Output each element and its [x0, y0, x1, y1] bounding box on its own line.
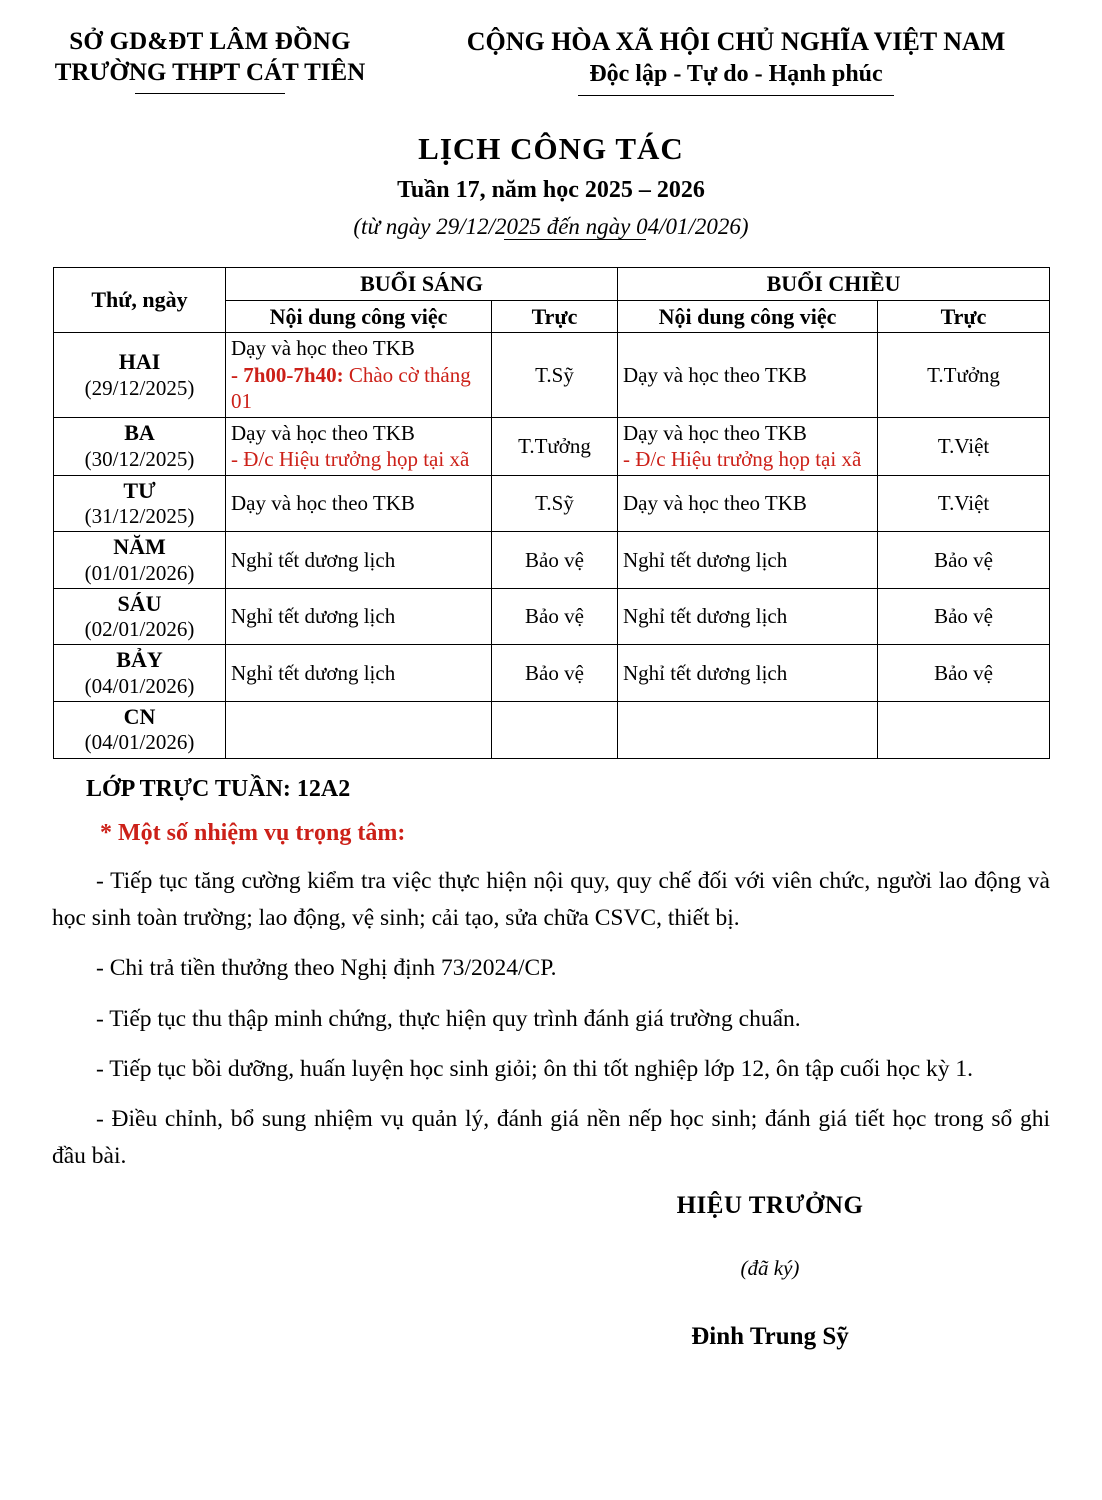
masthead-left: [0, 26, 410, 89]
table-row: [54, 645, 1050, 702]
day-date: (30/12/2025): [84, 446, 195, 471]
day-date: (31/12/2025): [84, 504, 195, 529]
content-line: Dạy và học theo TKB: [623, 362, 807, 387]
afternoon-content-cell: [618, 417, 878, 475]
content-line: Dạy và học theo TKB: [623, 420, 807, 445]
table-row: [54, 475, 1050, 532]
task-item: - Tiếp tục thu thập minh chứng, thực hiện quy trình đánh giá trường chuẩn.: [96, 1005, 801, 1032]
day-date: (02/01/2026): [84, 617, 195, 642]
header-morning-content: Nội dung công việc: [226, 300, 492, 333]
signature-name: Đinh Trung Sỹ: [691, 1323, 849, 1351]
morning-duty-cell: [492, 701, 618, 758]
afternoon-duty-cell: T.Việt: [878, 475, 1050, 532]
notes-section: [0, 773, 1102, 1352]
content-note: - Đ/c Hiệu trưởng họp tại xã: [231, 447, 470, 472]
afternoon-content-cell: Nghỉ tết dương lịch: [618, 532, 878, 589]
note-time: - 7h00-7h40:: [231, 362, 344, 387]
afternoon-duty-cell: Bảo vệ: [878, 532, 1050, 589]
day-cell: [54, 532, 226, 589]
table-head: [54, 267, 1050, 332]
day-cell: [54, 645, 226, 702]
afternoon-content-cell: [618, 333, 878, 417]
morning-content-cell: [226, 701, 492, 758]
table-body: [54, 333, 1050, 758]
signature-title: HIỆU TRƯỞNG: [676, 1192, 864, 1220]
morning-content-cell: Dạy và học theo TKB: [226, 475, 492, 532]
afternoon-duty-cell: T.Tưởng: [878, 333, 1050, 417]
content-note: - Đ/c Hiệu trưởng họp tại xã: [623, 447, 862, 472]
masthead-right: [410, 26, 1102, 90]
table-row: [54, 532, 1050, 589]
day-name: BA: [124, 420, 155, 446]
day-cell: [54, 701, 226, 758]
table-header-row-1: [54, 267, 1050, 300]
school-name: TRƯỜNG THPT CÁT TIÊN: [55, 57, 366, 88]
morning-content-cell: Nghỉ tết dương lịch: [226, 645, 492, 702]
national-motto: Độc lập - Tự do - Hạnh phúc: [589, 59, 882, 90]
day-cell: [54, 588, 226, 645]
afternoon-duty-cell: Bảo vệ: [878, 645, 1050, 702]
morning-content-cell: Nghỉ tết dương lịch: [226, 532, 492, 589]
afternoon-duty-cell: T.Việt: [878, 417, 1050, 475]
header-day: Thứ, ngày: [54, 267, 226, 332]
afternoon-content-cell: Nghỉ tết dương lịch: [618, 588, 878, 645]
morning-duty-cell: T.Sỹ: [492, 333, 618, 417]
table-row: [54, 333, 1050, 417]
duty-class-line: LỚP TRỰC TUẦN: 12A2: [86, 775, 351, 802]
content-note: [231, 362, 486, 415]
morning-duty-cell: Bảo vệ: [492, 645, 618, 702]
day-date: (29/12/2025): [84, 375, 195, 400]
department-name: SỞ GD&ĐT LÂM ĐỒNG: [69, 28, 351, 55]
morning-duty-cell: Bảo vệ: [492, 532, 618, 589]
day-date: (01/01/2026): [84, 560, 195, 585]
schedule-table-wrapper: [53, 267, 1049, 759]
day-cell: [54, 475, 226, 532]
page-title: LỊCH CÔNG TÁC: [418, 131, 684, 167]
header-afternoon-content: Nội dung công việc: [618, 300, 878, 333]
content-line: Dạy và học theo TKB: [231, 336, 415, 361]
morning-duty-cell: Bảo vệ: [492, 588, 618, 645]
morning-duty-cell: T.Tưởng: [492, 417, 618, 475]
day-date: (04/01/2026): [84, 673, 195, 698]
day-date: (04/01/2026): [84, 730, 195, 755]
table-row: [54, 417, 1050, 475]
table-row: [54, 701, 1050, 758]
masthead: [0, 0, 1102, 90]
week-subtitle: Tuần 17, năm học 2025 – 2026: [397, 176, 705, 203]
signature-block: [560, 1192, 980, 1351]
day-name: SÁU: [117, 590, 162, 616]
tasks-heading: * Một số nhiệm vụ trọng tâm:: [100, 819, 406, 846]
day-name: TƯ: [123, 477, 156, 503]
header-afternoon-duty: Trực: [878, 300, 1050, 333]
morning-content-cell: [226, 333, 492, 417]
morning-content-cell: Nghỉ tết dương lịch: [226, 588, 492, 645]
table-row: [54, 588, 1050, 645]
header-afternoon: BUỔI CHIỀU: [618, 267, 1050, 300]
header-morning-duty: Trực: [492, 300, 618, 333]
national-title: CỘNG HÒA XÃ HỘI CHỦ NGHĨA VIỆT NAM: [466, 27, 1006, 56]
day-name: HAI: [118, 349, 161, 375]
signature-note: (đã ký): [740, 1256, 800, 1281]
note-text: Chào cờ tháng 01: [231, 362, 471, 414]
day-cell: [54, 417, 226, 475]
task-item: - Tiếp tục bồi dưỡng, huấn luyện học sinh giỏi; ôn thi tốt nghiệp lớp 12, ôn tập cuối học kỳ 1.: [96, 1056, 974, 1083]
task-item: - Điều chỉnh, bổ sung nhiệm vụ quản lý, đánh giá nền nếp học sinh; đánh giá tiết học trong sổ ghi đầu bài.: [52, 1106, 1050, 1169]
schedule-table: [53, 267, 1050, 759]
day-name: BẢY: [116, 647, 163, 673]
afternoon-duty-cell: Bảo vệ: [878, 588, 1050, 645]
date-range: (từ ngày 29/12/2025 đến ngày 04/01/2026): [353, 214, 749, 240]
header-morning: BUỔI SÁNG: [226, 267, 618, 300]
afternoon-content-cell: Nghỉ tết dương lịch: [618, 645, 878, 702]
day-name: NĂM: [113, 534, 166, 560]
task-item: - Tiếp tục tăng cường kiểm tra việc thực hiện nội quy, quy chế đối với viên chức, người lao động và học sinh toàn trường; lao động, vệ sinh; cải tạo, sửa chữa CSVC, thiết bị.: [52, 868, 1050, 931]
afternoon-duty-cell: [878, 701, 1050, 758]
day-cell: [54, 333, 226, 417]
day-name: CN: [123, 703, 156, 729]
morning-content-cell: [226, 417, 492, 475]
morning-duty-cell: T.Sỹ: [492, 475, 618, 532]
afternoon-content-cell: [618, 701, 878, 758]
content-line: Dạy và học theo TKB: [231, 420, 415, 445]
task-item: - Chi trả tiền thưởng theo Nghị định 73/2024/CP.: [96, 955, 557, 982]
afternoon-content-cell: Dạy và học theo TKB: [618, 475, 878, 532]
title-block: [0, 130, 1102, 241]
